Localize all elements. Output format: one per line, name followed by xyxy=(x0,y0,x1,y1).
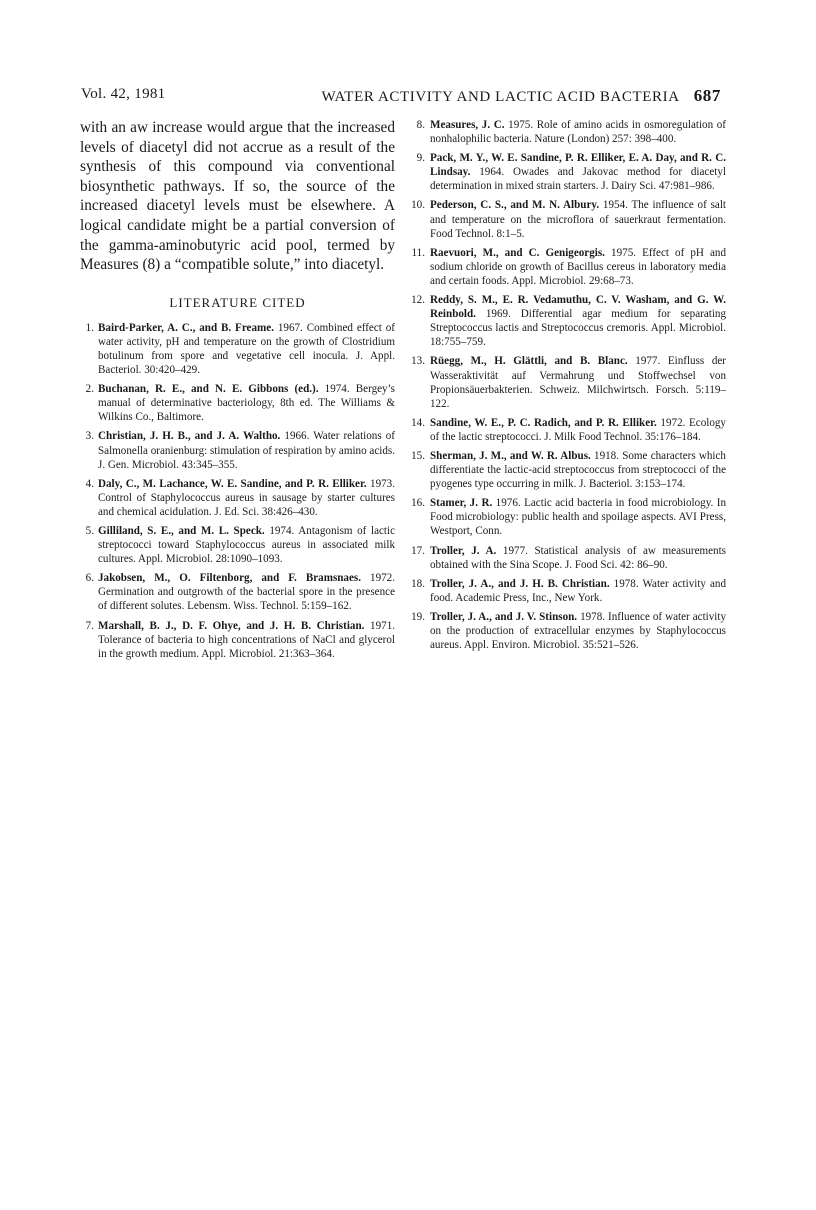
reference-number: 8. xyxy=(416,119,425,131)
reference-item xyxy=(408,416,726,444)
reference-authors: Buchanan, R. E., and N. E. Gibbons (ed.). xyxy=(98,383,319,396)
reference-text: 1967. Combined effect of water activity, pH and temperature on the growth of Clostridium botulinum from spore and vegetative cell inocula. J. Appl. Bacteriol. 30:420–429. xyxy=(98,321,395,377)
running-title: WATER ACTIVITY AND LACTIC ACID BACTERIA xyxy=(321,89,680,105)
section-title: LITERATURE CITED xyxy=(169,294,306,310)
reference-authors: Christian, J. H. B., and J. A. Waltho. xyxy=(98,430,281,443)
reference-authors: Troller, J. A., and J. H. B. Christian. xyxy=(430,577,610,590)
reference-number: 15. xyxy=(411,449,425,462)
reference-list-right xyxy=(408,118,726,652)
reference-text: 1978. Influence of water activity on the production of extracellular enzymes by Staphylococcus aureus. Appl. Environ. Microbiol. 35:521–526. xyxy=(430,610,726,652)
reference-authors: Raevuori, M., and C. Genigeorgis. xyxy=(430,246,605,259)
reference-item xyxy=(80,429,395,471)
reference-authors: Measures, J. C. xyxy=(430,119,505,131)
reference-number: 3. xyxy=(85,430,94,443)
reference-text: 1969. Differential agar medium for separating Streptococcus lactis and Streptococcus cremoris. Appl. Microbiol. 18:755–759. xyxy=(430,308,726,349)
reference-list-left xyxy=(80,321,395,661)
reference-number: 5. xyxy=(85,524,94,537)
reference-authors: Rüegg, M., H. Glättli, and B. Blanc. xyxy=(430,355,628,368)
reference-text: 1972. Ecology of the lactic streptococci. J. Milk Food Technol. 35:176–184. xyxy=(430,416,726,443)
reference-number: 17. xyxy=(411,544,425,557)
reference-authors: Troller, J. A. xyxy=(430,544,497,557)
reference-text: 1975. Effect of pH and sodium chloride on growth of Bacillus cereus in laboratory media and certain foods. Appl. Microbiol. 29:68–73. xyxy=(430,246,726,287)
reference-item xyxy=(80,524,395,566)
reference-text: 1974. Bergey’s manual of determinative bacteriology, 8th ed. The Williams & Wilkins Co., Baltimore. xyxy=(98,383,395,424)
reference-authors: Stamer, J. R. xyxy=(430,497,493,510)
reference-text: 1977. Statistical analysis of aw measurements obtained with the Sina Scope. J. Food Sci. 42: 86–90. xyxy=(430,544,726,571)
reference-item xyxy=(408,544,726,572)
reference-text: 1918. Some characters which differentiate the lactic-acid streptococcus from streptococci of the pyogenes type occurring in milk. J. Bacteriol. 3:153–174. xyxy=(430,449,726,491)
reference-item xyxy=(408,246,726,288)
reference-authors: Baird-Parker, A. C., and B. Freame. xyxy=(98,321,274,334)
reference-item xyxy=(80,477,395,519)
reference-authors: Pack, M. Y., W. E. Sandine, P. R. Elliker, E. A. Day, and R. C. Lindsay. xyxy=(430,152,726,179)
reference-text: 1972. Germination and outgrowth of the bacterial spore in the presence of different solutes. Lebensm. Wiss. Technol. 5:159–162. xyxy=(98,572,395,613)
reference-authors: Reddy, S. M., E. R. Vedamuthu, C. V. Washam, and G. W. Reinbold. xyxy=(430,294,726,321)
reference-text: 1975. Role of amino acids in osmoregulation of nonhalophilic bacteria. Nature (London) 257: 398–400. xyxy=(430,119,727,146)
reference-number: 18. xyxy=(411,577,425,590)
reference-text: 1954. The influence of salt and temperature on the microflora of sauerkraut fermentation. Food Technol. 8:1–5. xyxy=(430,199,726,240)
reference-number: 16. xyxy=(411,497,425,510)
body-paragraph: with an aw increase would argue that the increased levels of diacetyl did not accrue as a result of the synthesis of this compound via conventional biosynthetic pathways. If so, the source of the increased diacetyl levels must be elsewhere. A logical candidate might be a partial conversion of the gamma-aminobutyric acid pool, termed by Measures (8) a “compatible solute,” into diacetyl. xyxy=(80,119,395,274)
reference-text: 1974. Antagonism of lactic streptococci toward Staphylococcus aureus in associated milk cultures. Appl. Microbiol. 28:1090–1093. xyxy=(98,524,396,566)
reference-item xyxy=(408,293,726,349)
reference-text: 1966. Water relations of Salmonella oranienburg: stimulation of respiration by amino acids. J. Gen. Microbiol. 43:345–355. xyxy=(98,430,395,471)
reference-item xyxy=(80,321,395,377)
running-title-block xyxy=(321,86,721,106)
reference-text: 1977. Einfluss der Wasseraktivität auf Vermahrung und Stoffwechsel von Propionsäuerbakterien. Schweiz. Milchwirtsch. Forsch. 5:119–122. xyxy=(430,355,726,410)
reference-number: 4. xyxy=(85,477,94,490)
running-header xyxy=(81,86,721,108)
reference-text: 1964. Owades and Jakovac method for diacetyl determination in mixed strain starters. J. Dairy Sci. 47:981–986. xyxy=(430,166,726,193)
volume-year: Vol. 42, 1981 xyxy=(81,86,166,102)
reference-number: 1. xyxy=(85,321,94,334)
reference-authors: Sandine, W. E., P. C. Radich, and P. R. Elliker. xyxy=(430,416,657,429)
reference-number: 19. xyxy=(411,610,425,623)
reference-item xyxy=(408,577,726,605)
reference-number: 7. xyxy=(85,619,94,632)
reference-authors: Pederson, C. S., and M. N. Albury. xyxy=(430,199,600,212)
reference-item xyxy=(80,382,395,424)
reference-number: 11. xyxy=(411,246,425,259)
page-number: 687 xyxy=(693,86,721,105)
right-column xyxy=(408,118,726,657)
reference-authors: Gilliland, S. E., and M. L. Speck. xyxy=(98,524,265,537)
reference-text: 1971. Tolerance of bacteria to high concentrations of NaCl and glycerol in the growth medium. Appl. Microbiol. 21:363–364. xyxy=(98,619,396,660)
reference-item xyxy=(80,571,395,613)
reference-item xyxy=(408,610,726,652)
reference-number: 6. xyxy=(85,572,94,585)
reference-authors: Marshall, B. J., D. F. Ohye, and J. H. B. Christian. xyxy=(98,619,365,632)
reference-number: 14. xyxy=(411,416,425,429)
reference-text: 1978. Water activity and food. Academic Press, Inc., New York. xyxy=(430,577,726,604)
reference-text: 1976. Lactic acid bacteria in food microbiology. In Food microbiology: public health and spoilage aspects. AVI Press, Westport, Conn. xyxy=(430,497,726,538)
reference-item xyxy=(408,118,726,146)
reference-item xyxy=(408,354,726,410)
reference-authors: Jakobsen, M., O. Filtenborg, and F. Bramsnaes. xyxy=(98,572,361,585)
reference-item xyxy=(80,619,395,661)
reference-text: 1973. Control of Staphylococcus aureus in sausage by starter cultures and chemical acidulation. J. Ed. Sci. 38:426–430. xyxy=(98,477,395,518)
reference-item xyxy=(408,151,726,193)
reference-number: 10. xyxy=(411,199,425,212)
reference-number: 2. xyxy=(85,383,94,396)
reference-authors: Troller, J. A., and J. V. Stinson. xyxy=(430,610,578,623)
reference-item xyxy=(408,496,726,538)
reference-item xyxy=(408,449,726,491)
left-column xyxy=(80,118,395,666)
reference-item xyxy=(408,198,726,240)
reference-number: 9. xyxy=(416,152,425,165)
reference-authors: Daly, C., M. Lachance, W. E. Sandine, and P. R. Elliker. xyxy=(98,477,367,490)
reference-number: 12. xyxy=(411,294,425,307)
reference-authors: Sherman, J. M., and W. R. Albus. xyxy=(430,449,591,462)
reference-number: 13. xyxy=(411,355,425,368)
